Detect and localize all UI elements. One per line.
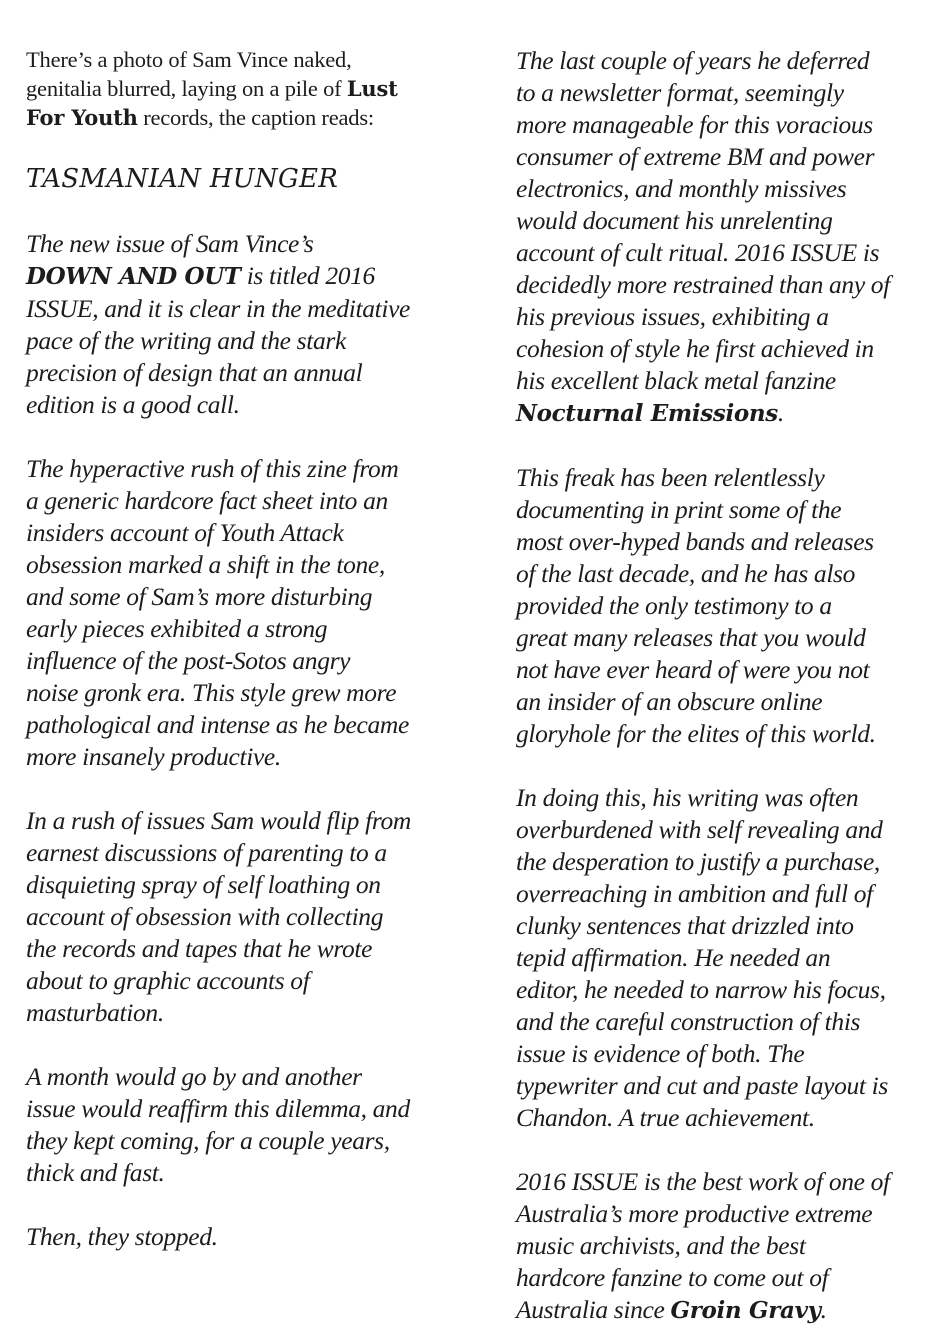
text-line: This freak has been relentlessly [516,463,825,492]
paragraph: Then, they stopped. [26,1222,218,1251]
text-line: precision of design that an annual [26,358,363,387]
text-line: account of cult ritual. 2016 ISSUE is [516,238,880,267]
text-line: most over-hyped bands and releases [516,527,874,556]
text-line: of the last decade, and he has also [516,559,856,588]
fanzine-title: Groin Gravy [670,1297,821,1324]
intro-line: There’s a photo of Sam Vince naked, [26,47,352,72]
text-line: and the careful construction of this [516,1007,861,1036]
intro-paragraph [26,45,456,132]
text-line: . [777,398,784,427]
text-line: Australia since [516,1295,671,1324]
right-column [516,0,946,1327]
text-line: and some of Sam’s more disturbing [26,582,373,611]
text-line: decidedly more restrained than any of [516,270,890,299]
text-line: electronics, and monthly missives [516,174,847,203]
text-line: earnest discussions of parenting to a [26,838,387,867]
band-name-lust: Lust [346,76,398,101]
text-line: influence of the post-Sotos angry [26,646,351,675]
text-line: is titled 2016 [240,261,375,290]
text-line: consumer of extreme BM and power [516,142,875,171]
paragraph [26,805,456,1029]
paragraph [516,462,946,750]
text-line: overreaching in ambition and full of [516,879,873,908]
text-line: obsession marked a shift in the tone, [26,550,385,579]
text-line: clunky sentences that drizzled into [516,911,854,940]
text-line: edition is a good call. [26,390,240,419]
text-line: early pieces exhibited a strong [26,614,328,643]
text-line: the desperation to justify a purchase, [516,847,880,876]
paragraph [516,1166,946,1327]
text-line: In a rush of issues Sam would flip from [26,806,411,835]
paragraph [516,782,946,1134]
text-line: more insanely productive. [26,742,281,771]
caption-title: TASMANIAN HUNGER [26,164,339,194]
text-line: pathological and intense as he became [26,710,409,739]
text-line: Australia’s more productive extreme [516,1199,873,1228]
paragraph [516,45,946,430]
text-line: pace of the writing and the stark [26,326,346,355]
paragraph [26,453,456,773]
text-line: issue is evidence of both. The [516,1039,805,1068]
text-line: ISSUE, and it is clear in the meditative [26,294,411,323]
text-line: cohesion of style he first achieved in [516,334,874,363]
intro-line: genitalia blurred, laying on a pile of [26,76,347,101]
text-line: an insider of an obscure online [516,687,823,716]
text-line: The hyperactive rush of this zine from [26,454,399,483]
text-line: insiders account of Youth Attack [26,518,344,547]
text-line: masturbation. [26,998,164,1027]
text-line: documenting in print some of the [516,495,842,524]
text-line: hardcore fanzine to come out of [516,1263,829,1292]
text-line: editor, he needed to narrow his focus, [516,975,886,1004]
text-line: issue would reaffirm this dilemma, and [26,1094,410,1123]
text-line: would document his unrelenting [516,206,833,235]
fanzine-title: Nocturnal Emissions [516,400,778,427]
text-line: tepid affirmation. He needed an [516,943,831,972]
band-name-for-youth: For Youth [26,105,138,130]
intro-line: records, the caption reads: [137,105,374,130]
text-line: noise gronk era. This style grew more [26,678,397,707]
paragraph [26,1061,456,1189]
text-line: disquieting spray of self loathing on [26,870,381,899]
text-line: great many releases that you would [516,623,866,652]
text-line: The last couple of years he deferred [516,46,870,75]
zine-title: DOWN AND OUT [26,263,241,290]
text-line: Chandon. A true achievement. [516,1103,815,1132]
text-line: thick and fast. [26,1158,165,1187]
text-line: his excellent black metal fanzine [516,366,836,395]
text-line: The new issue of Sam Vince’s [26,229,314,258]
text-line: account of obsession with collecting [26,902,384,931]
text-line: they kept coming, for a couple years, [26,1126,390,1155]
text-line: provided the only testimony to a [516,591,832,620]
text-line: the records and tapes that he wrote [26,934,373,963]
text-line: 2016 ISSUE is the best work of one of [516,1167,890,1196]
text-line: about to graphic accounts of [26,966,310,995]
left-column [26,0,456,1253]
paragraph [26,228,456,421]
text-line: In doing this, his writing was often [516,783,859,812]
text-line: music archivists, and the best [516,1231,806,1260]
text-line: typewriter and cut and paste layout is [516,1071,888,1100]
text-line: his previous issues, exhibiting a [516,302,829,331]
text-line: to a newsletter format, seemingly [516,78,844,107]
text-line: not have ever heard of were you not [516,655,870,684]
text-line: . [820,1295,827,1324]
text-line: overburdened with self revealing and [516,815,883,844]
text-line: a generic hardcore fact sheet into an [26,486,388,515]
text-line: A month would go by and another [26,1062,362,1091]
text-line: gloryhole for the elites of this world. [516,719,876,748]
text-line: more manageable for this voracious [516,110,873,139]
